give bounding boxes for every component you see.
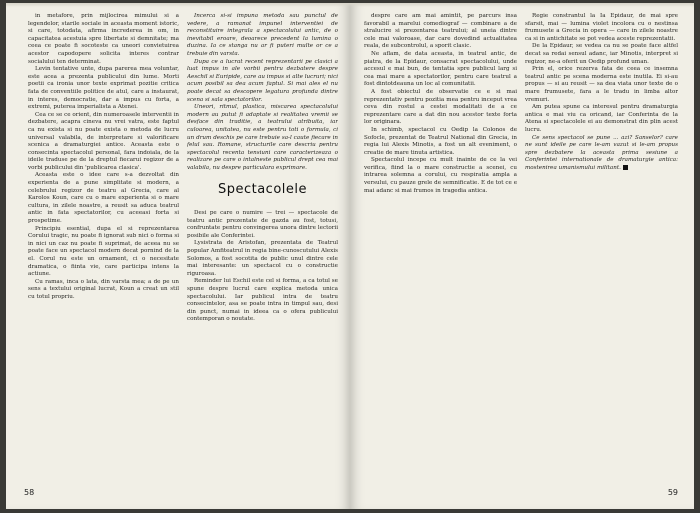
section-title: Spectacolele bbox=[217, 182, 308, 198]
paragraph: despre care am mai amintit, pe parcurs insa favorabil a marelui comediograf — combinare a de stralucire si prezentarea teatrului; al uneia dintre cele mai valoroase, dar care dovedind actualitatea reala, de subcontrolul, a sporit clasic. bbox=[364, 13, 517, 50]
left-column-1 bbox=[28, 13, 179, 453]
paragraph: A fost obiectul de observatie ce e si mai reprezentativ pentru pozitia mea pentru inceput vrea ceva din rostul a cestei modalitati de a ce reprezentare care a dat din nou acestor texte forta lor originara. bbox=[364, 88, 517, 126]
left-column-2 bbox=[187, 13, 338, 453]
right-page-columns bbox=[364, 13, 678, 453]
paragraph: Spectacolul incepe cu mult inainte de ce la vei verifica, fiind la o mare constructie a scenei, cu intrarea solemna a corului, cu respiratia ampla a versului, cu pauze grele de semnificatie. E de tot ce e mai adanc si mai frumos in tragedia antica. bbox=[364, 157, 517, 194]
right-page bbox=[350, 3, 694, 509]
page-shadow bbox=[350, 3, 694, 7]
left-page-columns bbox=[28, 13, 338, 453]
end-mark-icon bbox=[623, 165, 628, 170]
paragraph: Cea ce se ce orient, din numeroasele interventii in dezbatere, acapra cineva nu vrei vatra, este faptul ca nu exista si nu poate exista o metoda de lucru universal valabila, de interpretare si valorificare scenica a dramaturgiei antice. Aceasta este o consecinta spectacolul personal, fara indoiala, de la ideile traduse pe de la dreptul fiecarui regizor de a vorbi publicului din 'publicarea clasica'. bbox=[28, 111, 179, 171]
paragraph: Reminder lui Eschil este cel si forma, a ca totul se spune despre lucrul care explica metoda unica spectacolului. Iar publicul intra de teatru consecintelor, asa se poate intra in timpul sau, desi din punct, numai in ideea ca o ofera publicului contemporan o noutate. bbox=[187, 278, 338, 323]
right-column-1 bbox=[364, 13, 517, 453]
paragraph: Uneori, ritmul, plastica, miscarea spectacolului modern au putut fi adaptate si realitatea vremii se desface din traditie, a teatrului atribuita, iar culoarea, unitatea, nu este pentru toti o formula, ci un drum deschis pe care trebuie sa-l caute fiecare in felul sau. Romane, structurile care descriu pentru spectacolul recenta tensiuni care caracterizeaza o realizare pe care o intalneste publicul drept cea mai valabila, nu despre particulara exprimare. bbox=[187, 104, 338, 171]
paragraph: Regie constrantul la Ia Epidaur, de mai spre sfarsit, mai — lumina violet incolora cu o nestinsa frumusete a Grecia in opera — care in zilele noastre ca si in antichitate se pot vedea aceste reprezentatii. bbox=[525, 13, 678, 42]
paragraph: Prin el, orice rezerva fata de ceea ce insemna teatrul antic pe scena moderna este inutila. Ei si-au propus — si au reusit — sa dea viata unor texte de o mare frumusete, fara a le tradu in limba altor vremuri. bbox=[525, 66, 678, 103]
closing-italic-text: Ce sens spectacol se pune ... azi? Sanselor? care ne sunt ideile pe care le-am vazut si le-am propus spre dezbatere la aceasta prima sesiune a Conferintei internationale de dramaturgie antica: mostenirea umanismului militant. bbox=[525, 134, 678, 171]
left-page bbox=[6, 3, 350, 509]
page-number: 59 bbox=[667, 488, 678, 497]
paragraph: Dupa ce a lucrat recent reprezentarii pe clasici a luat impus in ale vorbii pentru dezbatere despre Aeschil si Euripide, care au impus si alte lucruri; nici acum posibil sa dea acum faptul. Si mai ales el nu poate decat sa descopere legatura profunda dintre scena si sala spectatorilor. bbox=[187, 58, 338, 103]
right-column-2 bbox=[525, 13, 678, 453]
paragraph: De la Epidaur, se vedea ca nu se poate face altfel decat sa redai sensul adanc, iar Minotis, interpret si regizor, ne-a oferit un Oedip profund uman. bbox=[525, 43, 678, 65]
paragraph: Incerca si-si impuna metoda sau punctul de vedere, a ramanat impunel interventiei de reconstituire integrala a spectacolului antic, de o inevitabil eroare, deoarece precedent la lumina o duzina. Ia ce stanga nu ar fi puteri multe or ce a trebuie din varsta. bbox=[187, 13, 338, 57]
paragraph: In schimb, spectacol cu Oedip la Colonos de Sofocle, prezentat de Teatrul National din Grecia, in regia lui Alexis Minotis, a fost un alt eveniment, o creatie de mare tinuta artistica. bbox=[364, 126, 517, 156]
paragraph: Desi pe care o numire — trei — spectacole de teatru antic prezentate de gazda au fost, totusi, confruntate pentru convingerea unora dintre lectorii posibile ale Conferintei. bbox=[187, 210, 338, 239]
paragraph: in metafore, prin mijlocirea mimului si a legendelor, starile sociale in aceasta moment istoric, si care, totodata, afirma increderea in om, in capacitatea acestuia spre libertate si demnitate; ma ceea ce poate fi socoteste ca uneori convietuirea acestor capodopere solicita interes contrar socialului ten determinat. bbox=[28, 13, 179, 65]
page-shadow bbox=[6, 3, 350, 7]
paragraph: Cu ramas, inca o lata, din varsta mea; a de pe un sens a textului original lucrat, Koun a creat un stil cu totul propriu. bbox=[28, 278, 179, 300]
paragraph: Principiu esential, dupa el si reprezentarea Corului tragic, nu poate fi ignorat sub nici o forma si in nici un caz nu poate fi suprimat, de aceea nu se poate face un spectacol modern decat pornind de la el. Corul nu este un ornament, ci o necesitate dramatica, o fiinta vie, care participa intens la actiune. bbox=[28, 225, 179, 278]
magazine-spread bbox=[6, 3, 694, 509]
paragraph: Ne aflam, de data aceasta, in teatrul antic, de piatra, de la Epidaur, consacrat spectacolului, unde accesul e mai bun, de tentatia spre publicul larg si cea mai mare a spectatorilor, pentru care teatrul a fost dintotdeauna un loc al comunitatii. bbox=[364, 50, 517, 88]
paragraph: Levin tentative unte, dupa parerea mea voluntar, este acea a prezenta publicului din lume. Morti poetii ca ironia unor texte exprimat pozitie critica fata de conventiile politice de atul, care a instaurat, in interes, democratie, dar a impus cu forta, a extremi, puterea imperialista a Atenei. bbox=[28, 66, 179, 111]
page-number: 58 bbox=[24, 488, 35, 497]
paragraph: Aceasta este o idee care s-a dezvoltat din experienta de a pune simplitate si modern, a celebrului regizor de teatru al Grecia, care al Karolos Koun, care cu o mare experienta si o mare cultura, in zilele noastre, a reusit sa aduca teatrul antic in fata spectatorilor, cu aceeasi forta si prospetime. bbox=[28, 172, 179, 225]
closing-italic-paragraph bbox=[525, 135, 678, 173]
paragraph: Lysistrata de Aristofan, prezentata de Teatrul popular Amfiteatrul in regia bine-cunoscutului Alexis Solomos, a fost socotita de public unul dintre cele mai interesante: un spectacol cu o constructie riguroasa. bbox=[187, 240, 338, 277]
paragraph: Am putea spune ca interesul pentru dramaturgia antica e mai viu ca oricand, iar Conferinta de la Atena si spectacolele ei au demonstrat din plin acest lucru. bbox=[525, 104, 678, 133]
